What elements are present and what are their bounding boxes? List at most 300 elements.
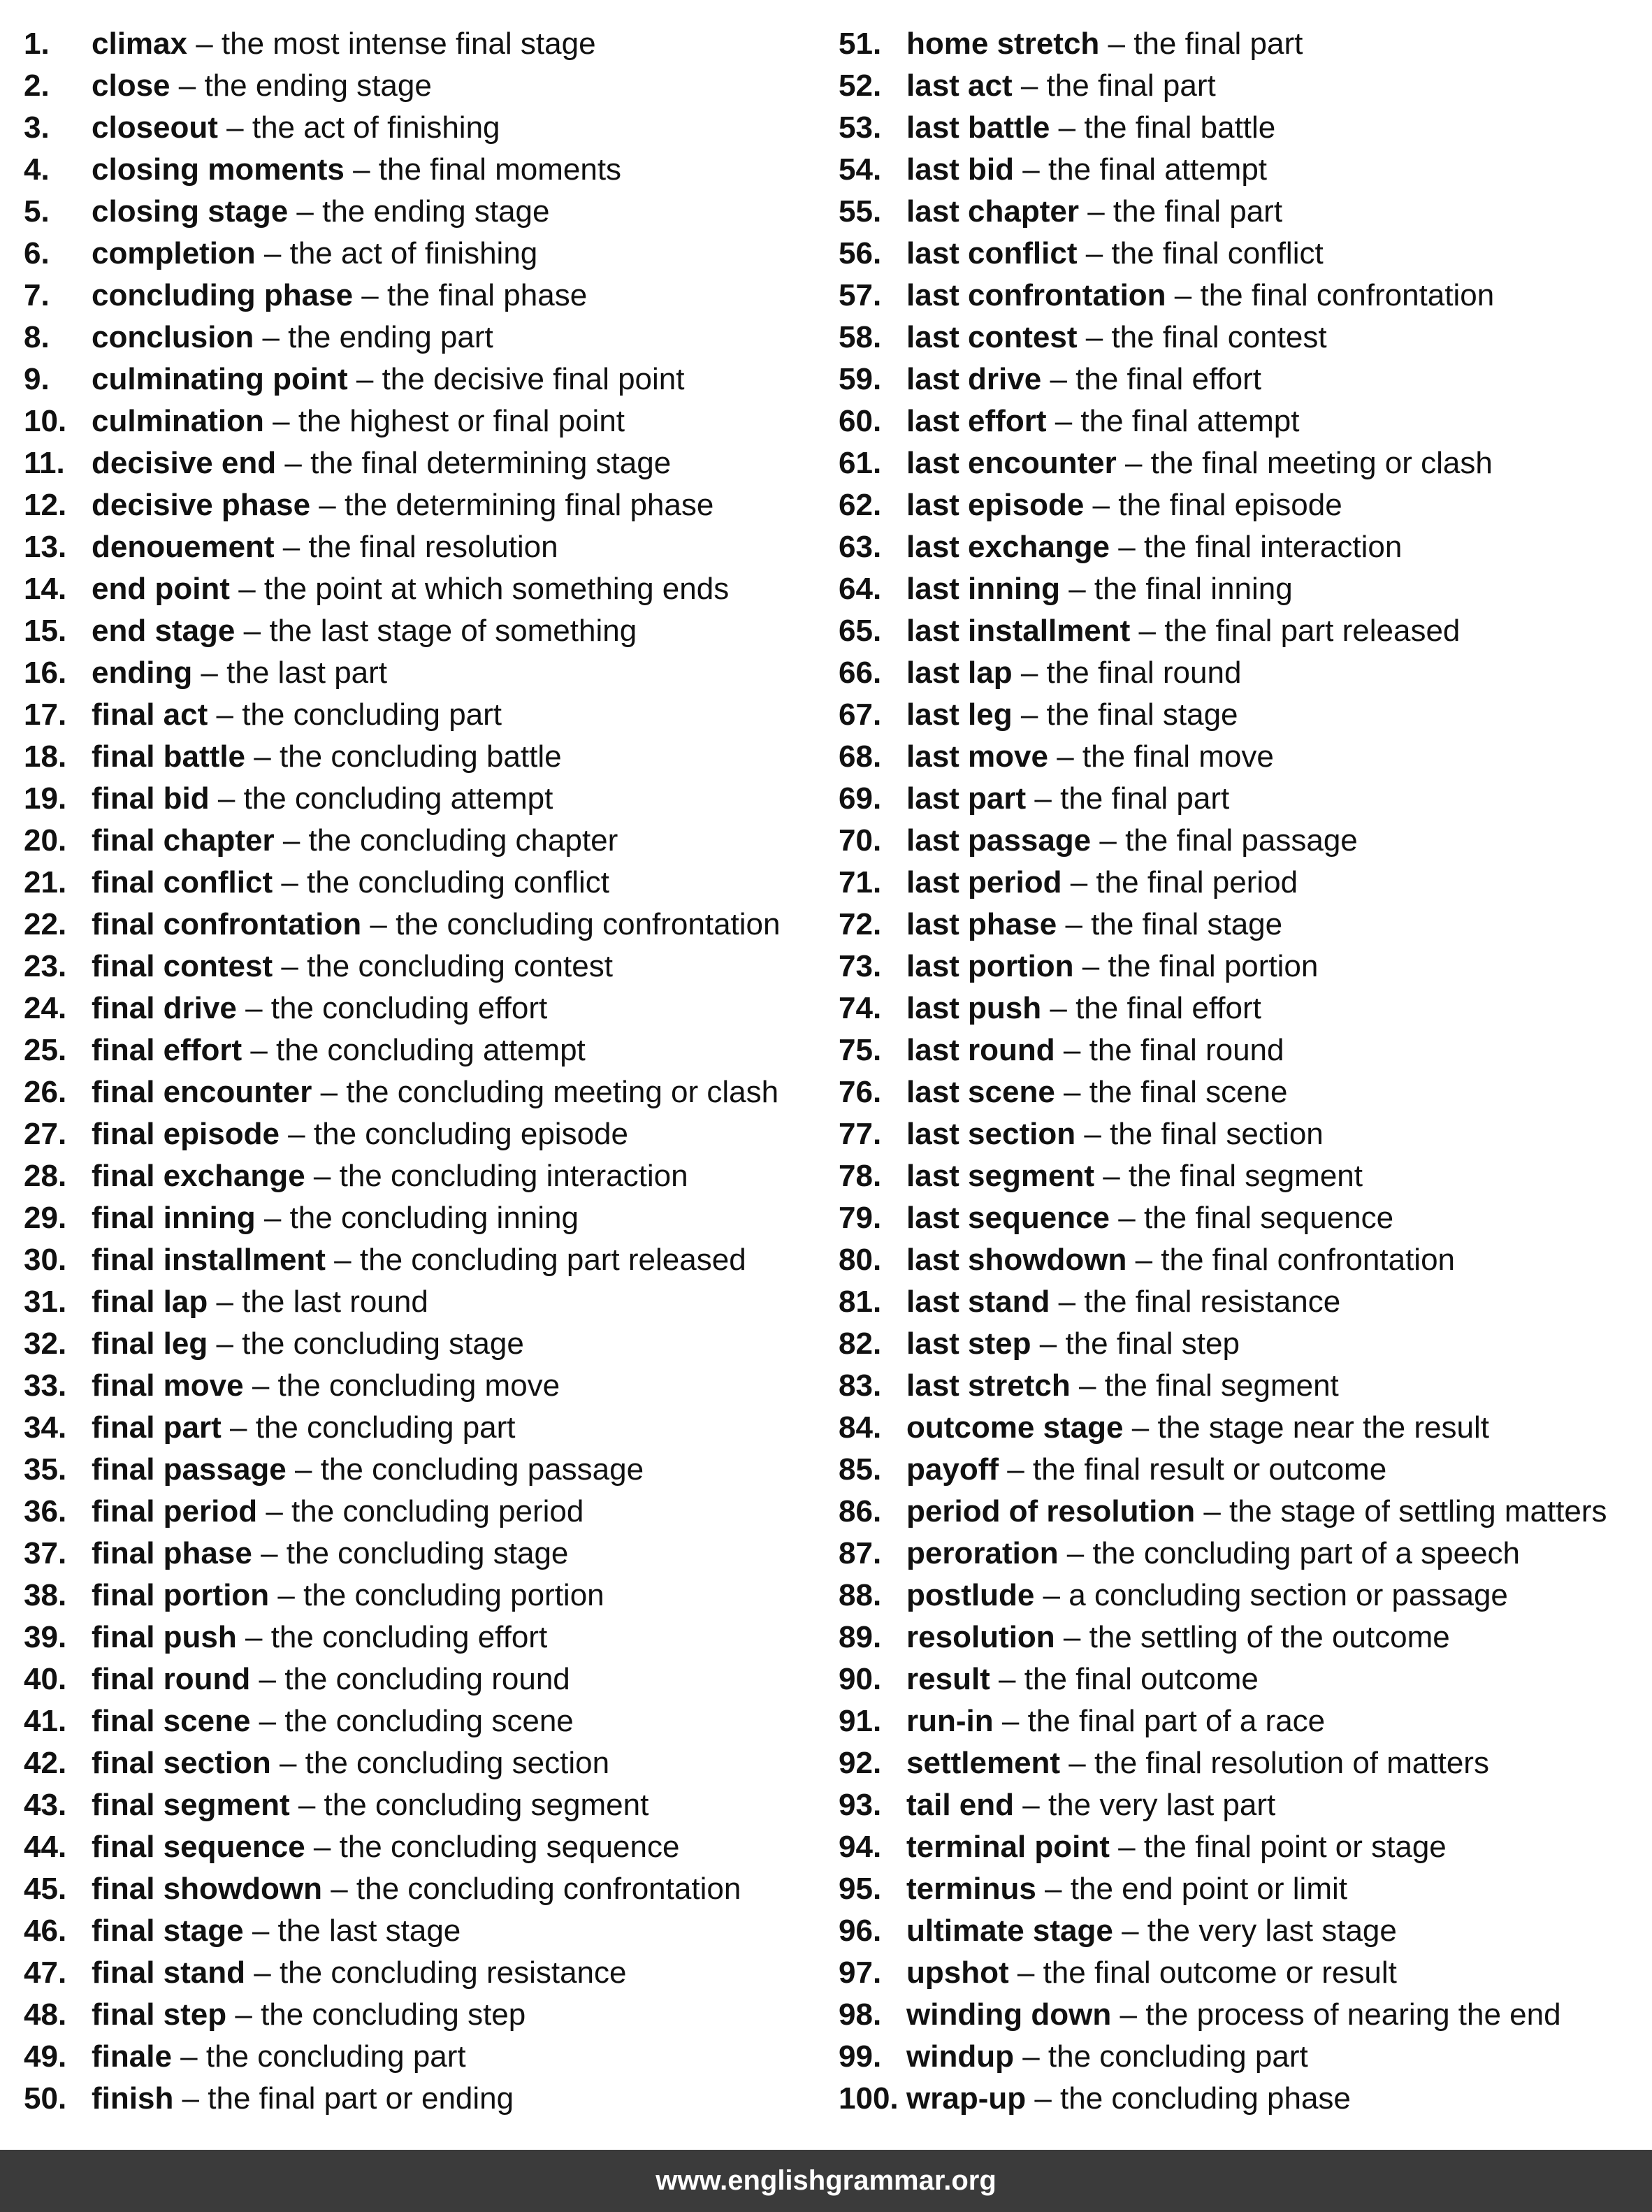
item-definition: the concluding stage [242, 1327, 524, 1361]
item-separator: – [305, 1830, 340, 1864]
list-item [839, 1868, 1642, 1910]
list-item [24, 1575, 827, 1617]
list-item [24, 442, 827, 484]
item-text [906, 778, 1229, 820]
item-term: postlude [906, 1578, 1035, 1612]
list-item [24, 1658, 827, 1700]
item-separator: – [1070, 1368, 1105, 1403]
item-term: settlement [906, 1746, 1061, 1780]
item-text [906, 2036, 1308, 2078]
list-item [839, 820, 1642, 862]
item-text [906, 610, 1460, 652]
item-term: end stage [92, 614, 236, 648]
item-number: 93. [839, 1788, 882, 1822]
item-term: last period [906, 865, 1062, 899]
list-item [24, 904, 827, 946]
item-term: final episode [92, 1117, 280, 1151]
list-item [24, 317, 827, 359]
item-term: culmination [92, 404, 264, 438]
item-separator: – [1008, 1956, 1043, 1990]
item-term: last exchange [906, 530, 1110, 564]
item-text [906, 359, 1261, 400]
item-text [906, 946, 1318, 988]
item-definition: the concluding part [205, 2039, 466, 2074]
list-item [839, 1449, 1642, 1491]
item-definition: the concluding part of a speech [1092, 1536, 1521, 1570]
item-definition: the ending stage [204, 68, 432, 103]
item-separator: – [236, 991, 271, 1025]
item-number: 32. [24, 1327, 67, 1361]
item-number: 64. [839, 572, 882, 606]
list-item [24, 1784, 827, 1826]
item-definition: the concluding period [291, 1494, 584, 1528]
item-number: 26. [24, 1075, 67, 1109]
item-definition: the last stage of something [269, 614, 637, 648]
item-definition: the final confrontation [1200, 278, 1495, 312]
item-text [92, 1449, 644, 1491]
item-definition: the concluding part [255, 1410, 516, 1445]
item-term: final scene [92, 1704, 251, 1738]
item-text [92, 1071, 778, 1113]
item-definition: the final outcome or result [1043, 1956, 1397, 1990]
item-number: 40. [24, 1662, 67, 1696]
item-term: windup [906, 2039, 1014, 2074]
item-definition: the final resolution [308, 530, 558, 564]
list-item [24, 275, 827, 317]
item-term: final contest [92, 949, 273, 983]
item-number: 66. [839, 656, 882, 690]
item-number: 8. [24, 320, 50, 354]
item-term: last confrontation [906, 278, 1166, 312]
item-definition: the concluding passage [320, 1452, 644, 1487]
item-text [92, 1365, 560, 1407]
item-definition: the decisive final point [382, 362, 685, 396]
item-definition: the final contest [1111, 320, 1327, 354]
item-text [906, 1868, 1347, 1910]
item-definition: the final step [1065, 1327, 1240, 1361]
item-number: 73. [839, 949, 882, 983]
item-term: last contest [906, 320, 1078, 354]
item-number: 62. [839, 488, 882, 522]
item-definition: the final move [1082, 739, 1274, 774]
item-text [92, 1029, 586, 1071]
item-term: last effort [906, 404, 1047, 438]
item-separator: – [1012, 697, 1047, 732]
list-item [839, 359, 1642, 400]
item-text [906, 1826, 1447, 1868]
item-term: conclusion [92, 320, 254, 354]
item-definition: the concluding part [1048, 2039, 1308, 2074]
item-text [92, 107, 500, 149]
item-definition: the final part released [1164, 614, 1461, 648]
list-item [839, 778, 1642, 820]
item-definition: the final portion [1108, 949, 1319, 983]
list-item [839, 2078, 1642, 2120]
item-definition: the concluding round [284, 1662, 570, 1696]
list-item [24, 652, 827, 694]
item-separator: – [1014, 152, 1048, 187]
item-separator: – [173, 2081, 208, 2116]
item-number: 78. [839, 1159, 882, 1193]
item-text [906, 1617, 1450, 1658]
item-term: final stand [92, 1956, 246, 1990]
item-definition: the final interaction [1143, 530, 1403, 564]
item-text [906, 862, 1298, 904]
item-term: final push [92, 1620, 237, 1654]
list-item [24, 1994, 827, 2036]
item-text [906, 107, 1275, 149]
item-definition: the final passage [1125, 823, 1358, 858]
item-separator: – [250, 1662, 285, 1696]
item-text [906, 2078, 1351, 2120]
item-number: 98. [839, 1997, 882, 2032]
item-separator: – [1075, 1117, 1110, 1151]
item-text [906, 317, 1327, 359]
list-item [24, 1323, 827, 1365]
list-item [24, 2078, 827, 2120]
list-item [839, 526, 1642, 568]
item-definition: the concluding contest [307, 949, 613, 983]
item-text [906, 233, 1324, 275]
list-item [24, 1952, 827, 1994]
list-item [24, 1449, 827, 1491]
item-term: last segment [906, 1159, 1094, 1193]
item-separator: – [1058, 1536, 1093, 1570]
list-item [839, 568, 1642, 610]
item-term: closing stage [92, 194, 289, 229]
item-definition: the concluding part released [359, 1243, 746, 1277]
list-item [839, 1784, 1642, 1826]
item-separator: – [263, 404, 298, 438]
item-number: 50. [24, 2081, 67, 2116]
item-text [92, 1575, 604, 1617]
list-item [839, 23, 1642, 65]
item-text [906, 1155, 1363, 1197]
item-definition: the concluding section [305, 1746, 610, 1780]
item-term: last portion [906, 949, 1074, 983]
item-term: concluding phase [92, 278, 354, 312]
item-text [906, 191, 1282, 233]
item-definition: the final part [1060, 781, 1230, 816]
list-item [24, 1742, 827, 1784]
item-number: 42. [24, 1746, 67, 1780]
word-list-column-left [24, 23, 827, 2120]
item-number: 17. [24, 697, 67, 732]
item-text [92, 1742, 609, 1784]
item-number: 9. [24, 362, 50, 396]
item-text [92, 610, 637, 652]
item-term: resolution [906, 1620, 1055, 1654]
item-number: 55. [839, 194, 882, 229]
item-text [92, 820, 618, 862]
item-separator: – [1055, 1033, 1089, 1067]
item-text [906, 526, 1402, 568]
item-definition: the act of finishing [252, 110, 500, 145]
item-number: 25. [24, 1033, 67, 1067]
item-definition: the concluding phase [1060, 2081, 1351, 2116]
item-separator: – [1012, 68, 1047, 103]
item-text [92, 1658, 570, 1700]
item-separator: – [288, 194, 323, 229]
item-term: run-in [906, 1704, 994, 1738]
item-definition: the final stage [1046, 697, 1238, 732]
list-item [839, 1826, 1642, 1868]
item-number: 90. [839, 1662, 882, 1696]
list-item [839, 694, 1642, 736]
item-number: 31. [24, 1285, 67, 1319]
item-text [906, 1281, 1340, 1323]
item-separator: – [274, 823, 309, 858]
item-separator: – [1031, 1327, 1066, 1361]
item-text [906, 484, 1342, 526]
item-text [906, 694, 1238, 736]
item-definition: the concluding conflict [307, 865, 609, 899]
item-separator: – [192, 656, 227, 690]
item-number: 28. [24, 1159, 67, 1193]
item-definition: the concluding move [277, 1368, 560, 1403]
list-item [839, 1910, 1642, 1952]
item-separator: – [1113, 1914, 1147, 1948]
item-term: closing moments [92, 152, 345, 187]
item-term: last passage [906, 823, 1092, 858]
list-item [839, 1533, 1642, 1575]
item-number: 81. [839, 1285, 882, 1319]
item-term: decisive end [92, 446, 277, 480]
item-text [92, 946, 613, 988]
item-number: 60. [839, 404, 882, 438]
list-item [839, 2036, 1642, 2078]
item-term: final drive [92, 991, 237, 1025]
item-separator: – [289, 1788, 324, 1822]
item-number: 1. [24, 27, 50, 61]
item-term: last encounter [906, 446, 1117, 480]
item-term: last scene [906, 1075, 1055, 1109]
item-text [92, 1323, 524, 1365]
list-item [839, 1617, 1642, 1658]
item-number: 35. [24, 1452, 67, 1487]
item-term: last conflict [906, 236, 1078, 270]
item-number: 58. [839, 320, 882, 354]
item-term: wrap-up [906, 2081, 1027, 2116]
item-term: final period [92, 1494, 258, 1528]
list-item [839, 1197, 1642, 1239]
list-item [839, 1113, 1642, 1155]
item-term: last step [906, 1327, 1031, 1361]
item-separator: – [312, 1075, 347, 1109]
item-separator: – [1099, 27, 1134, 61]
item-term: final move [92, 1368, 244, 1403]
item-term: last part [906, 781, 1027, 816]
item-definition: the stage near the result [1157, 1410, 1489, 1445]
item-term: upshot [906, 1956, 1009, 1990]
item-definition: the final result or outcome [1032, 1452, 1387, 1487]
item-number: 54. [839, 152, 882, 187]
item-definition: the concluding chapter [308, 823, 618, 858]
item-separator: – [217, 110, 252, 145]
item-text [92, 652, 387, 694]
item-definition: the determining final phase [345, 488, 714, 522]
item-number: 18. [24, 739, 67, 774]
item-separator: – [254, 320, 289, 354]
item-definition: a concluding section or passage [1068, 1578, 1508, 1612]
item-separator: – [993, 1704, 1028, 1738]
item-number: 56. [839, 236, 882, 270]
item-text [92, 526, 558, 568]
item-term: last chapter [906, 194, 1079, 229]
item-text [906, 149, 1267, 191]
item-text [92, 2078, 514, 2120]
item-definition: the concluding part [242, 697, 502, 732]
item-text [906, 1784, 1275, 1826]
item-definition: the stage of settling matters [1229, 1494, 1607, 1528]
item-number: 94. [839, 1830, 882, 1864]
item-separator: – [344, 152, 379, 187]
item-term: last section [906, 1117, 1076, 1151]
item-definition: the concluding confrontation [356, 1872, 741, 1906]
item-definition: the final resistance [1084, 1285, 1341, 1319]
item-term: final conflict [92, 865, 273, 899]
list-item [24, 2036, 827, 2078]
item-definition: the concluding effort [270, 991, 548, 1025]
item-text [92, 1617, 547, 1658]
item-term: last move [906, 739, 1048, 774]
item-number: 3. [24, 110, 50, 145]
item-text [92, 1281, 428, 1323]
item-term: last drive [906, 362, 1042, 396]
item-text [92, 988, 547, 1029]
list-item [24, 1113, 827, 1155]
list-item [839, 1323, 1642, 1365]
item-term: final showdown [92, 1872, 322, 1906]
item-separator: – [209, 781, 244, 816]
item-separator: – [1055, 1075, 1089, 1109]
item-term: final act [92, 697, 208, 732]
item-separator: – [1084, 488, 1119, 522]
item-definition: the final sequence [1143, 1201, 1394, 1235]
list-item [839, 862, 1642, 904]
item-term: final effort [92, 1033, 242, 1067]
item-term: final sequence [92, 1830, 305, 1864]
item-text [92, 233, 537, 275]
item-term: last stand [906, 1285, 1050, 1319]
item-text [92, 1994, 526, 2036]
item-number: 89. [839, 1620, 882, 1654]
item-number: 67. [839, 697, 882, 732]
list-item [24, 400, 827, 442]
item-term: final step [92, 1997, 227, 2032]
item-number: 48. [24, 1997, 67, 2032]
item-definition: the concluding episode [313, 1117, 628, 1151]
item-number: 65. [839, 614, 882, 648]
item-text [92, 1826, 679, 1868]
item-text [906, 1449, 1386, 1491]
item-number: 12. [24, 488, 67, 522]
item-text [906, 1952, 1397, 1994]
item-term: period of resolution [906, 1494, 1196, 1528]
list-item [839, 1658, 1642, 1700]
item-text [92, 1155, 688, 1197]
item-separator: – [245, 739, 280, 774]
list-item [24, 233, 827, 275]
item-separator: – [255, 1201, 290, 1235]
item-number: 70. [839, 823, 882, 858]
item-term: tail end [906, 1788, 1015, 1822]
item-definition: the final meeting or clash [1150, 446, 1493, 480]
item-text [92, 23, 596, 65]
item-separator: – [1060, 1746, 1094, 1780]
item-term: final installment [92, 1243, 326, 1277]
list-item [839, 149, 1642, 191]
item-separator: – [1109, 1830, 1144, 1864]
item-term: last phase [906, 907, 1057, 941]
footer-url: www.englishgrammar.org [655, 2165, 997, 2196]
item-separator: – [1041, 991, 1076, 1025]
item-term: terminus [906, 1872, 1036, 1906]
item-separator: – [1013, 2039, 1048, 2074]
item-definition: the concluding sequence [339, 1830, 680, 1864]
item-definition: the concluding scene [284, 1704, 574, 1738]
list-item [24, 1700, 827, 1742]
item-term: final passage [92, 1452, 287, 1487]
item-separator: – [273, 865, 307, 899]
item-separator: – [279, 1117, 314, 1151]
item-term: final round [92, 1662, 251, 1696]
item-separator: – [250, 1704, 285, 1738]
item-number: 100. [839, 2081, 899, 2116]
item-definition: the final moments [378, 152, 622, 187]
item-number: 63. [839, 530, 882, 564]
list-item [839, 107, 1642, 149]
item-definition: the concluding confrontation [396, 907, 781, 941]
item-term: ultimate stage [906, 1914, 1113, 1948]
item-number: 23. [24, 949, 67, 983]
item-separator: – [1055, 1620, 1089, 1654]
item-text [92, 400, 625, 442]
item-separator: – [270, 1746, 305, 1780]
item-term: ending [92, 656, 193, 690]
item-text [92, 2036, 466, 2078]
item-number: 52. [839, 68, 882, 103]
item-text [906, 1029, 1284, 1071]
item-term: winding down [906, 1997, 1112, 2032]
item-number: 24. [24, 991, 67, 1025]
list-item [839, 317, 1642, 359]
list-item [839, 191, 1642, 233]
item-number: 45. [24, 1872, 67, 1906]
item-number: 71. [839, 865, 882, 899]
item-text [906, 1742, 1489, 1784]
item-separator: – [1077, 320, 1112, 354]
item-number: 83. [839, 1368, 882, 1403]
list-item [24, 778, 827, 820]
list-item [839, 904, 1642, 946]
item-text [92, 1239, 746, 1281]
item-text [906, 1575, 1508, 1617]
item-term: final segment [92, 1788, 290, 1822]
item-definition: the last round [242, 1285, 428, 1319]
list-item [24, 568, 827, 610]
item-term: final phase [92, 1536, 252, 1570]
item-separator: – [1026, 781, 1061, 816]
item-term: denouement [92, 530, 275, 564]
item-separator: – [1110, 530, 1144, 564]
item-separator: – [310, 488, 345, 522]
list-item [839, 1952, 1642, 1994]
item-number: 47. [24, 1956, 67, 1990]
item-definition: the final section [1110, 1117, 1324, 1151]
item-number: 11. [24, 446, 65, 480]
item-number: 96. [839, 1914, 882, 1948]
